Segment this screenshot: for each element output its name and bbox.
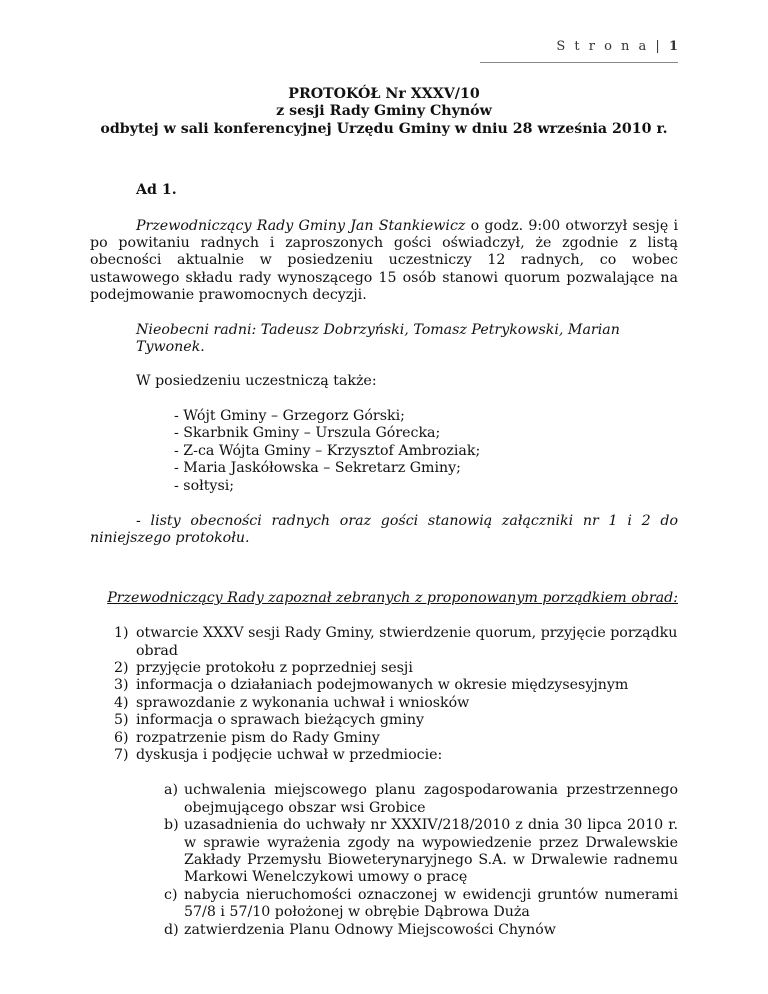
agenda-item-text: sprawozdanie z wykonania uchwał i wniosków — [136, 694, 470, 711]
subitem-letter: a) — [164, 782, 178, 799]
agenda-item-number: 6) — [114, 729, 129, 746]
agenda-item — [90, 695, 678, 712]
title-line-2: z sesji Rady Gminy Chynów — [276, 103, 492, 120]
agenda-item-text: rozpatrzenie pism do Rady Gminy — [136, 729, 380, 746]
subitem-text: uzasadnienia do uchwały nr XXXIV/218/2010 z dnia 30 lipca 2010 r. w sprawie wyrażenia zgody na wypowiedzenie przez Drwalewskie Zakłady Przemysłu Bioweterynaryjnego S.A. w Drwalewie radnemu Markowi Wenelczykowi umowy o pracę — [184, 817, 678, 886]
agenda-subitems — [90, 782, 678, 939]
attendee-item: - Z-ca Wójta Gminy – Krzysztof Ambroziak; — [174, 442, 481, 459]
attendance-note: - listy obecności radnych oraz gości stanowią załączniki nr 1 i 2 do niniejszego protokołu. — [90, 512, 678, 547]
agenda-item — [90, 660, 678, 677]
attendees-list — [174, 408, 678, 495]
title-line-1: PROTOKÓŁ Nr XXXV/10 — [288, 86, 480, 102]
attendee-item: - Skarbnik Gminy – Urszula Górecka; — [174, 425, 441, 442]
opening-text: o godz. 9:00 otworzył sesję i po powitaniu radnych i zaproszonych gości oświadczył, że zgodnie z listą obecności aktualnie w posiedzeniu uczestniczy 12 radnych, co wobec ustawowego składu rady wynoszącego 15 osób stanowi quorum pozwalające na podejmowanie prawomocnych decyzji. — [90, 217, 678, 304]
subitem-text: uchwalenia miejscowego planu zagospodarowania przestrzennego obejmującego obszar wsi Grobice — [184, 782, 678, 816]
attendees-intro: W posiedzeniu uczestniczą także: — [136, 373, 377, 390]
agenda-item-text: dyskusja i podjęcie uchwał w przedmiocie: — [136, 746, 443, 763]
agenda-item-text: informacja o działaniach podejmowanych w okresie międzysesyjnym — [136, 677, 629, 694]
subitem-letter: b) — [164, 817, 179, 834]
attendee-item: - sołtysi; — [174, 477, 235, 494]
page-header — [556, 38, 678, 55]
opening-paragraph — [90, 218, 678, 305]
agenda-subitem — [90, 887, 678, 922]
agenda-item-number: 5) — [114, 712, 129, 729]
subitem-text: zatwierdzenia Planu Odnowy Miejscowości Chynów — [184, 921, 556, 938]
agenda-item-text: informacja o sprawach bieżących gminy — [136, 712, 425, 729]
agenda-item — [90, 712, 678, 729]
subitem-letter: c) — [164, 886, 178, 903]
agenda-item-number: 3) — [114, 677, 129, 694]
agenda-intro: Przewodniczący Rady zapoznał zebranych z proponowanym porządkiem obrad: — [107, 589, 678, 606]
title-line-3: odbytej w sali konferencyjnej Urzędu Gminy w dniu 28 września 2010 r. — [100, 120, 668, 137]
agenda-item — [90, 747, 678, 764]
agenda-item-number: 1) — [114, 625, 129, 642]
agenda-item — [90, 677, 678, 694]
agenda-item — [90, 730, 678, 747]
agenda-subitem — [90, 922, 678, 939]
subitem-letter: d) — [164, 921, 179, 938]
chair-name: Przewodniczący Rady Gminy Jan Stankiewicz — [136, 217, 466, 234]
agenda-item-number: 4) — [114, 694, 129, 711]
attendee-item: - Wójt Gminy – Grzegorz Górski; — [174, 407, 405, 424]
header-rule — [480, 62, 678, 63]
page-number: 1 — [668, 39, 678, 54]
section-heading: Ad 1. — [136, 182, 177, 199]
agenda-list — [90, 625, 678, 764]
agenda-subitem — [90, 782, 678, 817]
agenda-item — [90, 625, 678, 660]
agenda-subitem — [90, 817, 678, 887]
subitem-text: nabycia nieruchomości oznaczonej w ewidencji gruntów numerami 57/8 i 57/10 położonej w obrębie Dąbrowa Duża — [184, 886, 678, 921]
attendee-item: - Maria Jaskółowska – Sekretarz Gminy; — [174, 460, 461, 477]
document-body — [90, 86, 678, 939]
agenda-item-text: przyjęcie protokołu z poprzedniej sesji — [136, 659, 413, 676]
agenda-item-number: 7) — [114, 746, 129, 763]
page-header-label: S t r o n a | — [556, 39, 669, 54]
agenda-item-text: otwarcie XXXV sesji Rady Gminy, stwierdzenie quorum, przyjęcie porządku obrad — [136, 625, 678, 659]
absent-councillors: Nieobecni radni: Tadeusz Dobrzyński, Tomasz Petrykowski, Marian Tywonek. — [136, 321, 620, 356]
agenda-item-number: 2) — [114, 659, 129, 676]
